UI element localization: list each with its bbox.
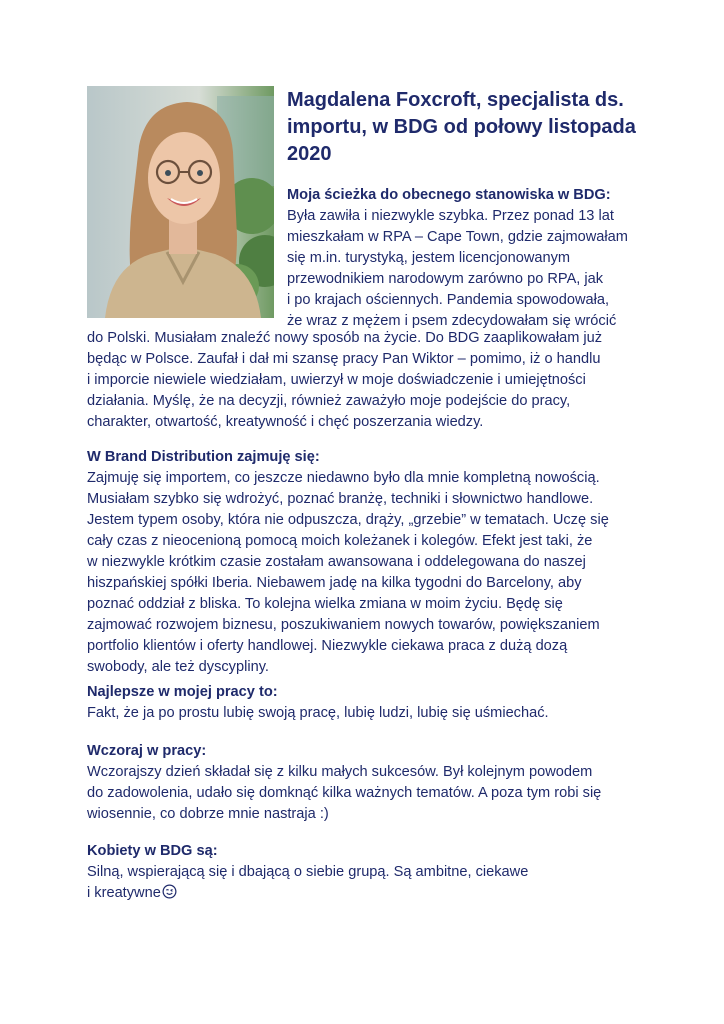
text-line: charakter, otwartość, kreatywność i chęć poszerzania wiedzy. — [87, 414, 484, 430]
text-line: portfolio klientów i oferty handlowej. Niezwykle ciekawa praca z dużą dozą — [87, 638, 568, 654]
text-line: do Polski. Musiałam znaleźć nowy sposób na życie. Do BDG zaaplikowałam już — [87, 330, 603, 346]
portrait-photo — [87, 86, 274, 318]
text-line: Fakt, że ja po prostu lubię swoją pracę, lubię ludzi, lubię się uśmiechać. — [87, 705, 549, 721]
text-line: i imporcie niewiele wiedziałam, uwierzył w moje doświadczenie i umiejętności — [87, 372, 586, 388]
text-line: Musiałam szybko się wdrożyć, poznać branżę, techniki i słownictwo handlowe. — [87, 491, 594, 507]
text-line: będąc w Polsce. Zaufał i dał mi szansę pracy Pan Wiktor – pomimo, iż o handlu — [87, 351, 601, 367]
section-best-part — [87, 682, 647, 724]
text-line: w niezwykle krótkim czasie zostałam awansowana i oddelegowana do naszej — [87, 554, 586, 570]
section-yesterday — [87, 741, 647, 825]
text-line: i po krajach ościennych. Pandemia spowodowała, — [287, 292, 610, 308]
text-line: zajmować rozwojem biznesu, poszukiwaniem nowych towarów, powiększaniem — [87, 617, 600, 633]
section-heading: Kobiety w BDG są: — [87, 843, 218, 859]
section-heading: W Brand Distribution zajmuję się: — [87, 449, 320, 465]
text-line: Zajmuję się importem, co jeszcze niedawno było dla mnie kompletną nowością. — [87, 470, 600, 486]
section-body — [87, 762, 647, 825]
text-line: działania. Myślę, że na decyzji, również zaważyło moje podejście do pracy, — [87, 393, 571, 409]
text-line — [87, 883, 647, 904]
section-body — [87, 468, 647, 678]
text-line: swobody, ale też dyscypliny. — [87, 659, 269, 675]
text-line: Wczorajszy dzień składał się z kilku małych sukcesów. Był kolejnym powodem — [87, 764, 593, 780]
section-body — [87, 862, 647, 904]
section-body — [87, 703, 647, 724]
text-line: cały czas z nieocenioną pomocą moich koleżanek i kolegów. Efekt jest taki, że — [87, 533, 593, 549]
text-fragment: i kreatywne — [87, 885, 161, 901]
page-title: Magdalena Foxcroft, specjalista ds. importu, w BDG od połowy listopada 2020 — [287, 89, 636, 165]
section-heading: Wczoraj w pracy: — [87, 743, 207, 759]
winking-face-emoji-icon — [162, 884, 177, 899]
text-line: poznać oddział z bliska. To kolejna wielka zmiana w moim życiu. Będę się — [87, 596, 563, 612]
text-line: przewodnikiem narodowym zarówno po RPA, jak — [287, 271, 604, 287]
intro-heading: Moja ścieżka do obecnego stanowiska w BDG: — [287, 187, 611, 203]
text-line: Silną, wspierającą się i dbającą o siebie grupą. Są ambitne, ciekawe — [87, 864, 529, 880]
text-line: się m.in. turystyką, jestem licencjonowanym — [287, 250, 571, 266]
section-work-scope — [87, 447, 647, 678]
intro-paragraph-beside-photo — [287, 206, 647, 332]
text-line: Jestem typem osoby, która nie odpuszcza, drąży, „grzebie” w tematach. Uczę się — [87, 512, 609, 528]
text-line: mieszkałam w RPA – Cape Town, gdzie zajmowałam — [287, 229, 628, 245]
intro-paragraph-full-width — [87, 328, 647, 433]
text-line: że wraz z mężem i psem zdecydowałam się wrócić — [287, 313, 617, 329]
text-line: Była zawiła i niezwykle szybka. Przez ponad 13 lat — [287, 208, 614, 224]
section-women-in-bdg — [87, 841, 647, 904]
text-line: wiosennie, co dobrze mnie nastraja :) — [87, 806, 329, 822]
text-line: do zadowolenia, udało się domknąć kilka ważnych tematów. A poza tym robi się — [87, 785, 602, 801]
text-line: hiszpańskiej spółki Iberia. Niebawem jadę na kilka tygodni do Barcelony, aby — [87, 575, 582, 591]
section-heading: Najlepsze w mojej pracy to: — [87, 684, 278, 700]
